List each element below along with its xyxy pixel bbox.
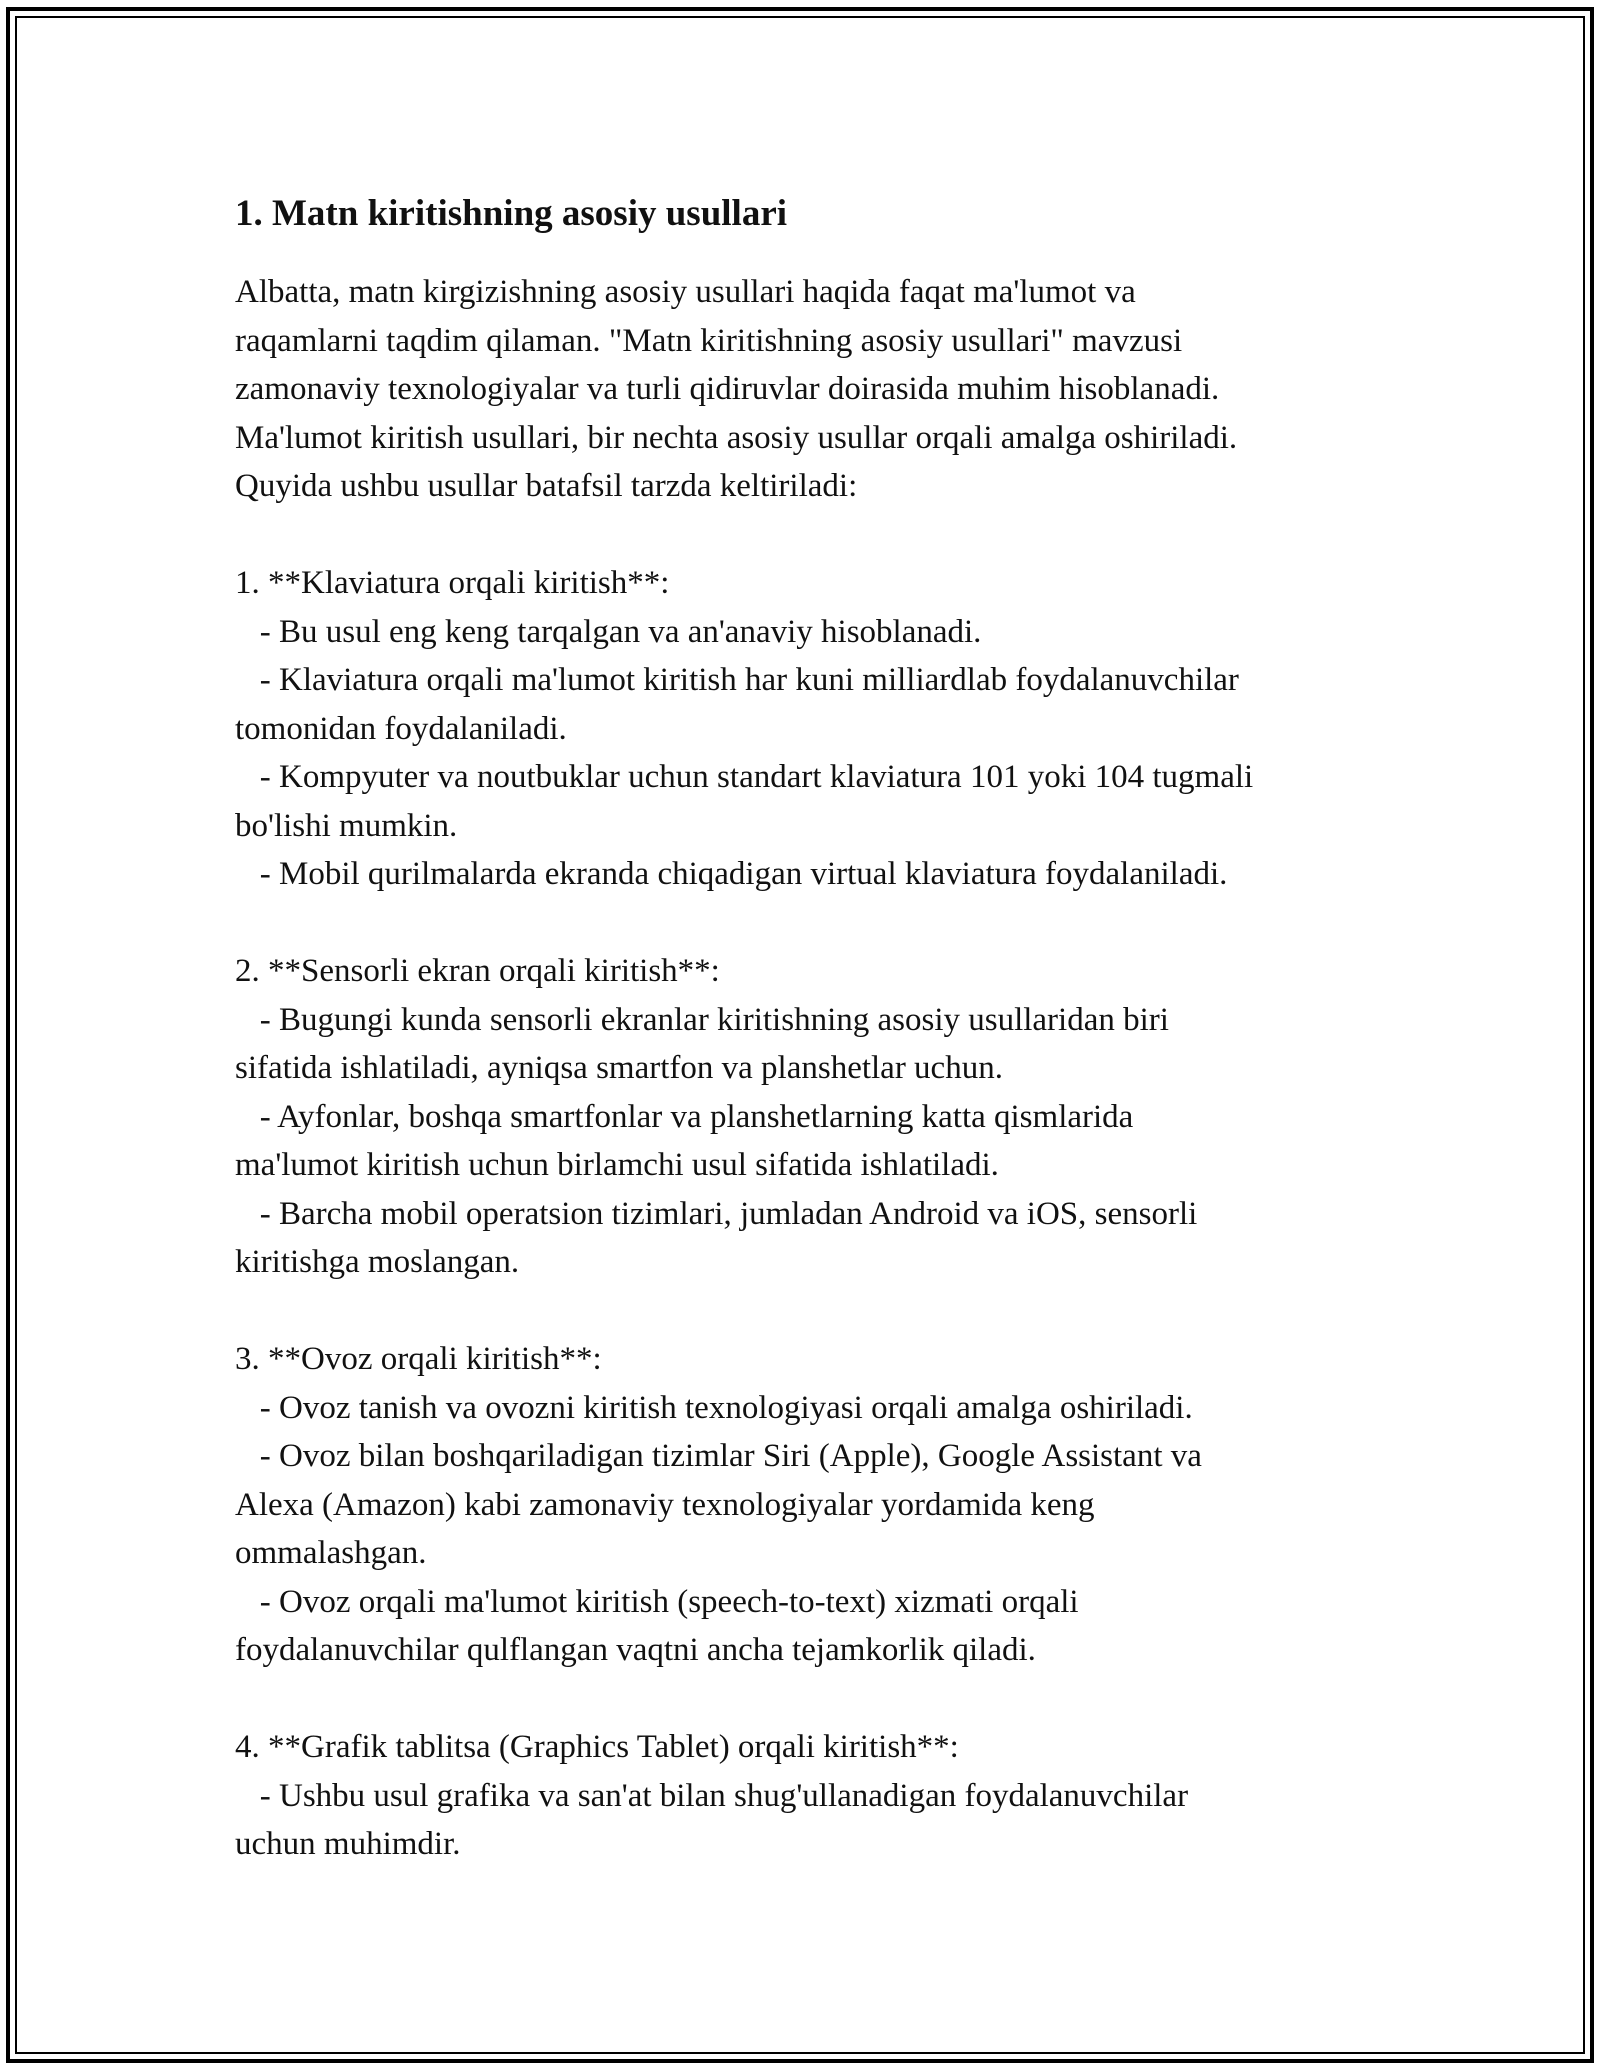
section-spacer	[235, 1287, 1395, 1336]
document-heading: 1. Matn kiritishning asosiy usullari	[235, 193, 788, 234]
intro-paragraph	[235, 268, 1395, 511]
section-line: - Ushbu usul grafika va san'at bilan shug'ullanadigan foydalanuvchilar	[235, 1777, 1189, 1814]
section-line: - Ovoz bilan boshqariladigan tizimlar Siri (Apple), Google Assistant va	[235, 1438, 1202, 1474]
section-graphics-tablet	[235, 1723, 1395, 1869]
section-title: 4. **Grafik tablitsa (Graphics Tablet) orqali kiritish**:	[235, 1729, 959, 1765]
intro-line: Quyida ushbu usullar batafsil tarzda keltiriladi:	[235, 468, 858, 504]
section-spacer	[235, 511, 1395, 560]
intro-line: Ma'lumot kiritish usullari, bir nechta asosiy usullar orqali amalga oshiriladi.	[235, 419, 1238, 456]
section-line: - Ovoz orqali ma'lumot kiritish (speech-to-text) xizmati orqali	[235, 1583, 1079, 1620]
section-line: - Ovoz tanish va ovozni kiritish texnologiyasi orqali amalga oshiriladi.	[235, 1389, 1193, 1426]
section-line: Alexa (Amazon) kabi zamonaviy texnologiyalar yordamida keng	[235, 1486, 1095, 1523]
section-line: - Ayfonlar, boshqa smartfonlar va planshetlarning katta qismlarida	[235, 1098, 1134, 1135]
section-line: - Klaviatura orqali ma'lumot kiritish har kuni milliardlab foydalanuvchilar	[235, 662, 1239, 698]
intro-line: zamonaviy texnologiyalar va turli qidiruvlar doirasida muhim hisoblanadi.	[235, 371, 1220, 407]
section-line: ommalashgan.	[235, 1535, 427, 1571]
section-line: uchun muhimdir.	[235, 1826, 461, 1862]
section-touchscreen	[235, 947, 1395, 1287]
section-spacer	[235, 899, 1395, 948]
section-line: - Bu usul eng keng tarqalgan va an'anaviy hisoblanadi.	[235, 613, 982, 650]
section-voice	[235, 1335, 1395, 1675]
section-spacer	[235, 1675, 1395, 1724]
section-line: sifatida ishlatiladi, ayniqsa smartfon va planshetlar uchun.	[235, 1050, 1003, 1086]
section-keyboard	[235, 559, 1395, 899]
section-line: ma'lumot kiritish uchun birlamchi usul sifatida ishlatiladi.	[235, 1147, 999, 1183]
section-line: - Mobil qurilmalarda ekranda chiqadigan virtual klaviatura foydalaniladi.	[235, 856, 1228, 892]
document-content	[235, 186, 1395, 1869]
section-title: 1. **Klaviatura orqali kiritish**:	[235, 565, 670, 601]
intro-line: Albatta, matn kirgizishning asosiy usullari haqida faqat ma'lumot va	[235, 274, 1136, 310]
section-title: 2. **Sensorli ekran orqali kiritish**:	[235, 953, 720, 989]
section-line: - Kompyuter va noutbuklar uchun standart klaviatura 101 yoki 104 tugmali	[235, 759, 1254, 795]
section-title: 3. **Ovoz orqali kiritish**:	[235, 1341, 602, 1377]
section-line: - Barcha mobil operatsion tizimlari, jumladan Android va iOS, sensorli	[235, 1195, 1198, 1232]
section-line: - Bugungi kunda sensorli ekranlar kiritishning asosiy usullaridan biri	[235, 1001, 1169, 1038]
intro-line: raqamlarni taqdim qilaman. "Matn kiritishning asosiy usullari" mavzusi	[235, 322, 1183, 359]
section-line: tomonidan foydalaniladi.	[235, 710, 567, 747]
section-line: kiritishga moslangan.	[235, 1244, 520, 1280]
section-line: bo'lishi mumkin.	[235, 807, 458, 844]
section-line: foydalanuvchilar qulflangan vaqtni ancha tejamkorlik qiladi.	[235, 1632, 1036, 1668]
